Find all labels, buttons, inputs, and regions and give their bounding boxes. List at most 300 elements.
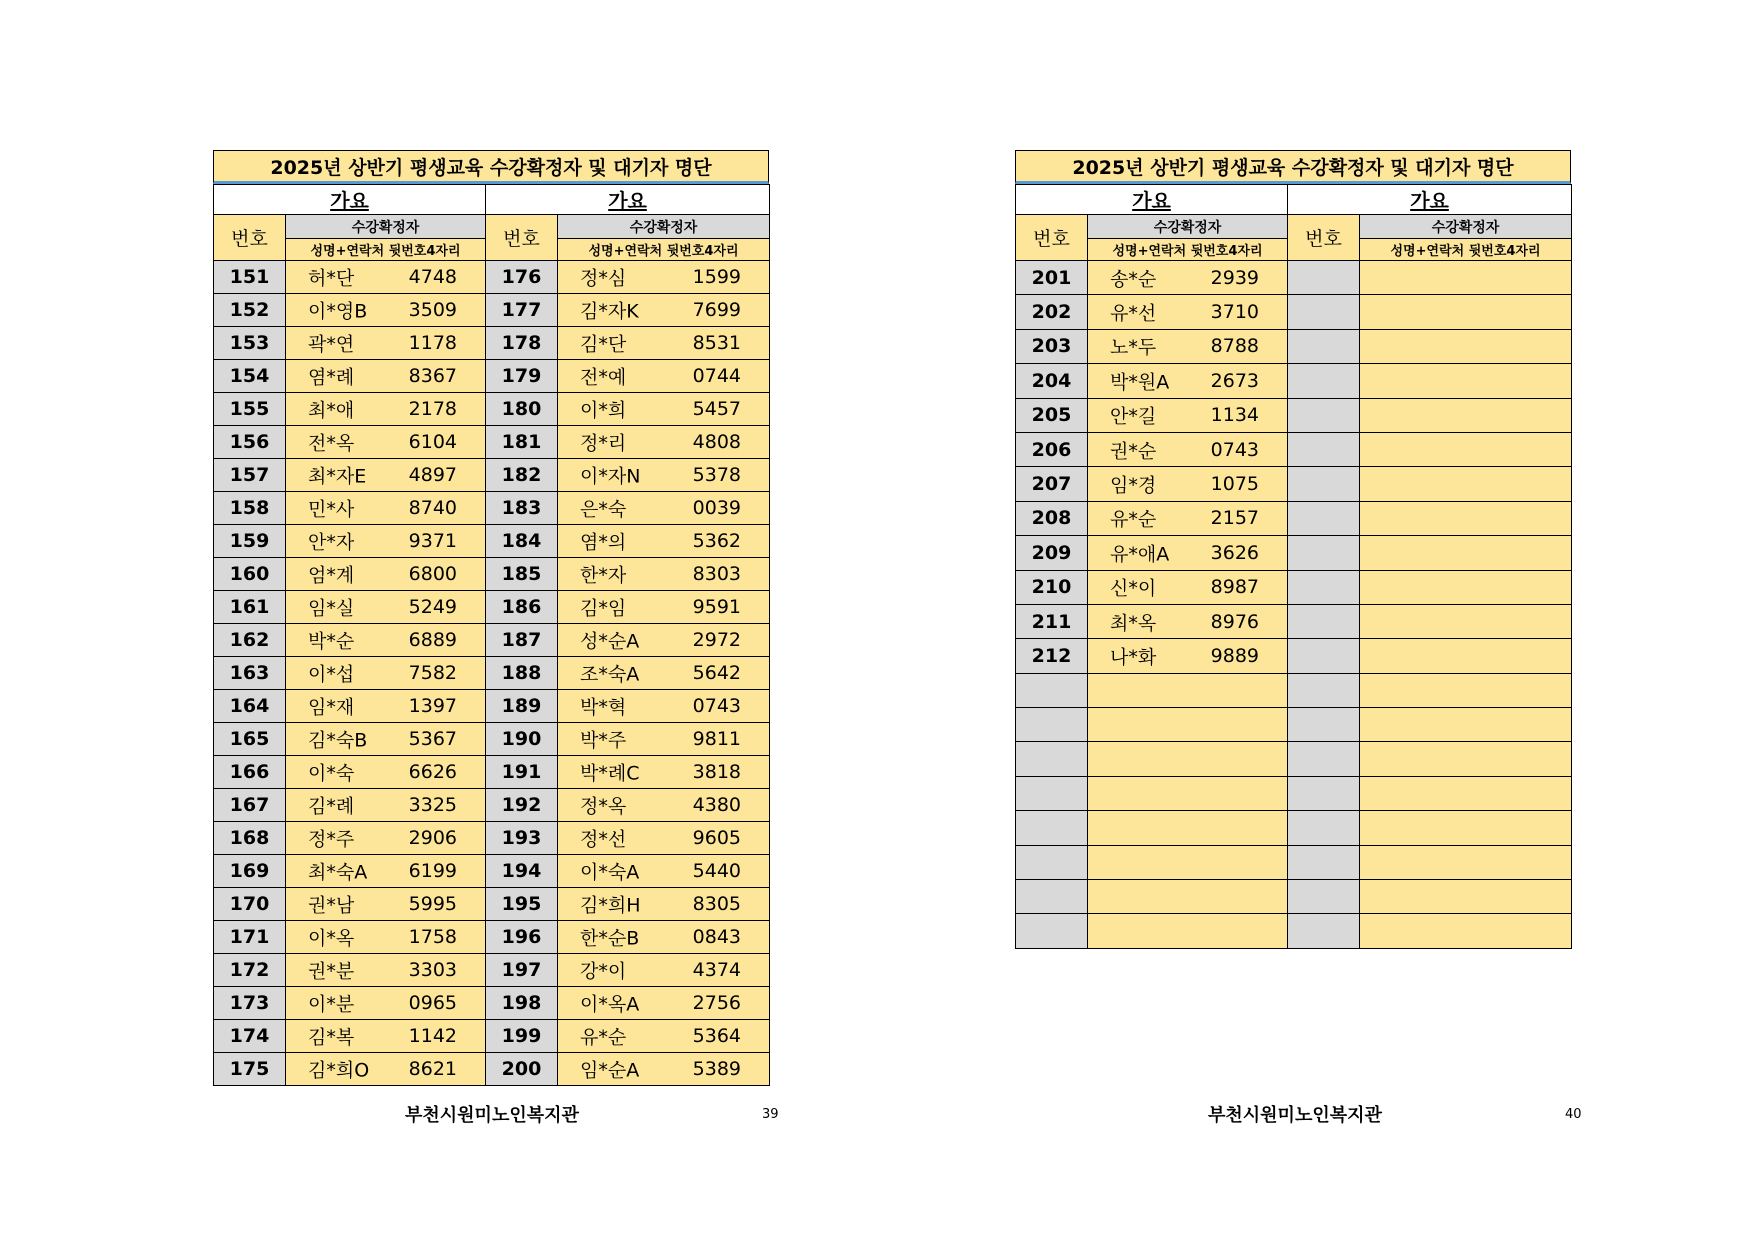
table-row bbox=[1016, 467, 1572, 501]
row-number: 206 bbox=[1016, 432, 1088, 466]
enrollee-name: 한*순B bbox=[580, 927, 640, 950]
name-phone-cell bbox=[558, 459, 770, 492]
row-number: 185 bbox=[486, 558, 558, 591]
table-row bbox=[214, 591, 770, 624]
row-number: 166 bbox=[214, 756, 286, 789]
name-phone-cell bbox=[1360, 708, 1572, 742]
table-row bbox=[214, 921, 770, 954]
name-phone-cell bbox=[286, 690, 486, 723]
table-row bbox=[214, 360, 770, 393]
page-number: 40 bbox=[1565, 1107, 1582, 1122]
row-number: 201 bbox=[1016, 261, 1088, 295]
enrollee-name: 최*자E bbox=[308, 465, 367, 488]
enrollee-name: 정*리 bbox=[580, 432, 627, 455]
enrollee-name: 최*옥 bbox=[1110, 612, 1157, 635]
name-phone-cell bbox=[1088, 467, 1288, 501]
phone-last4: 2673 bbox=[1210, 369, 1260, 392]
row-number: 209 bbox=[1016, 536, 1088, 570]
name-phone-cell bbox=[1360, 432, 1572, 466]
row-number bbox=[1288, 811, 1360, 845]
phone-last4: 9811 bbox=[692, 728, 742, 750]
phone-last4: 8987 bbox=[1210, 576, 1260, 599]
phone-last4: 3818 bbox=[692, 761, 742, 783]
phone-last4: 5362 bbox=[692, 530, 742, 552]
phone-last4: 4374 bbox=[692, 959, 742, 981]
row-number: 210 bbox=[1016, 570, 1088, 604]
name-phone-header: 성명+연락처 뒷번호4자리 bbox=[558, 239, 770, 261]
footer-institution: 부천시원미노인복지관 bbox=[405, 1105, 579, 1126]
enrollee-name: 이*옥A bbox=[580, 993, 640, 1016]
phone-last4: 5995 bbox=[408, 893, 458, 915]
confirmed-header: 수강확정자 bbox=[1360, 215, 1572, 239]
row-number: 211 bbox=[1016, 604, 1088, 638]
row-number bbox=[1288, 673, 1360, 707]
row-number bbox=[1288, 742, 1360, 776]
phone-last4: 2157 bbox=[1210, 507, 1260, 530]
enrollee-name: 염*례 bbox=[308, 366, 355, 389]
enrollee-name: 박*례C bbox=[580, 762, 640, 785]
name-phone-cell bbox=[286, 261, 486, 294]
row-number: 169 bbox=[214, 855, 286, 888]
enrollee-name: 곽*연 bbox=[308, 333, 355, 356]
table-row bbox=[1016, 776, 1572, 810]
table-row bbox=[1016, 604, 1572, 638]
enrollee-name: 김*희O bbox=[308, 1059, 370, 1082]
row-number: 191 bbox=[486, 756, 558, 789]
enrollee-name: 전*옥 bbox=[308, 432, 355, 455]
table-row bbox=[1016, 914, 1572, 948]
table-row bbox=[214, 294, 770, 327]
enrollee-name: 엄*계 bbox=[308, 564, 355, 587]
enrollee-name: 강*이 bbox=[580, 960, 627, 983]
name-phone-cell bbox=[558, 525, 770, 558]
list-title: 2025년 상반기 평생교육 수강확정자 및 대기자 명단 bbox=[213, 150, 769, 184]
enrollee-name: 임*경 bbox=[1110, 474, 1157, 497]
phone-last4: 1397 bbox=[408, 695, 458, 717]
phone-last4: 1142 bbox=[408, 1025, 458, 1047]
name-phone-cell bbox=[1360, 639, 1572, 673]
row-number: 165 bbox=[214, 723, 286, 756]
table-row bbox=[214, 888, 770, 921]
table-row bbox=[214, 459, 770, 492]
table-row bbox=[214, 261, 770, 294]
row-number: 187 bbox=[486, 624, 558, 657]
group-label-right: 가요 bbox=[486, 185, 770, 215]
row-number bbox=[1288, 261, 1360, 295]
row-number bbox=[1016, 742, 1088, 776]
name-phone-cell bbox=[286, 789, 486, 822]
phone-last4: 8621 bbox=[408, 1058, 458, 1080]
name-phone-cell bbox=[1088, 570, 1288, 604]
roster-body bbox=[214, 261, 770, 1086]
table-row bbox=[214, 492, 770, 525]
row-number bbox=[1288, 295, 1360, 329]
group-label-left: 가요 bbox=[214, 185, 486, 215]
row-number: 198 bbox=[486, 987, 558, 1020]
name-phone-cell bbox=[1360, 742, 1572, 776]
row-number: 172 bbox=[214, 954, 286, 987]
name-phone-header: 성명+연락처 뒷번호4자리 bbox=[286, 239, 486, 261]
table-row bbox=[1016, 673, 1572, 707]
table-row bbox=[1016, 432, 1572, 466]
row-number: 194 bbox=[486, 855, 558, 888]
phone-last4: 0039 bbox=[692, 497, 742, 519]
enrollee-name: 임*순A bbox=[580, 1059, 640, 1082]
row-number: 175 bbox=[214, 1053, 286, 1086]
group-label-left: 가요 bbox=[1016, 185, 1288, 215]
phone-last4: 3710 bbox=[1210, 301, 1260, 324]
name-phone-cell bbox=[1088, 776, 1288, 810]
row-number bbox=[1288, 914, 1360, 948]
row-number: 177 bbox=[486, 294, 558, 327]
name-phone-cell bbox=[558, 954, 770, 987]
row-number bbox=[1288, 880, 1360, 914]
enrollee-name: 이*숙 bbox=[308, 762, 355, 785]
enrollee-name: 김*단 bbox=[580, 333, 627, 356]
group-label-right: 가요 bbox=[1288, 185, 1572, 215]
name-phone-cell bbox=[558, 492, 770, 525]
name-phone-cell bbox=[1360, 570, 1572, 604]
name-phone-cell bbox=[1360, 467, 1572, 501]
enrollee-name: 이*옥 bbox=[308, 927, 355, 950]
row-number: 160 bbox=[214, 558, 286, 591]
row-number: 157 bbox=[214, 459, 286, 492]
roster-table bbox=[213, 184, 770, 1086]
enrollee-name: 최*숙A bbox=[308, 861, 368, 884]
phone-last4: 7699 bbox=[692, 299, 742, 321]
enrollee-name: 신*이 bbox=[1110, 577, 1157, 600]
name-phone-cell bbox=[286, 888, 486, 921]
name-phone-cell bbox=[558, 393, 770, 426]
table-row bbox=[214, 855, 770, 888]
row-number: 205 bbox=[1016, 398, 1088, 432]
phone-last4: 3626 bbox=[1210, 541, 1260, 564]
enrollee-name: 권*분 bbox=[308, 960, 355, 983]
name-phone-cell bbox=[1088, 914, 1288, 948]
enrollee-name: 안*길 bbox=[1110, 405, 1157, 428]
name-phone-cell bbox=[1088, 604, 1288, 638]
footer-institution: 부천시원미노인복지관 bbox=[1208, 1105, 1382, 1126]
phone-last4: 1758 bbox=[408, 926, 458, 948]
name-phone-cell bbox=[1088, 432, 1288, 466]
enrollee-name: 이*분 bbox=[308, 993, 355, 1016]
phone-last4: 4380 bbox=[692, 794, 742, 816]
row-number: 184 bbox=[486, 525, 558, 558]
name-phone-cell bbox=[286, 1053, 486, 1086]
enrollee-name: 유*애A bbox=[1110, 543, 1170, 566]
name-phone-cell bbox=[1360, 880, 1572, 914]
row-number: 188 bbox=[486, 657, 558, 690]
name-phone-cell bbox=[286, 525, 486, 558]
name-phone-cell bbox=[558, 591, 770, 624]
enrollee-name: 한*자 bbox=[580, 564, 627, 587]
name-phone-cell bbox=[558, 426, 770, 459]
name-phone-cell bbox=[1088, 811, 1288, 845]
enrollee-name: 성*순A bbox=[580, 630, 640, 653]
row-number bbox=[1288, 467, 1360, 501]
row-number bbox=[1288, 639, 1360, 673]
phone-last4: 5642 bbox=[692, 662, 742, 684]
phone-last4: 3325 bbox=[408, 794, 458, 816]
name-phone-cell bbox=[286, 459, 486, 492]
row-number: 158 bbox=[214, 492, 286, 525]
row-number bbox=[1288, 570, 1360, 604]
name-phone-cell bbox=[286, 294, 486, 327]
phone-last4: 5249 bbox=[408, 596, 458, 618]
row-number: 163 bbox=[214, 657, 286, 690]
number-header: 번호 bbox=[214, 215, 286, 261]
table-row bbox=[1016, 398, 1572, 432]
name-phone-cell bbox=[1088, 880, 1288, 914]
table-row bbox=[214, 690, 770, 723]
phone-last4: 1134 bbox=[1210, 404, 1260, 427]
phone-last4: 0744 bbox=[692, 365, 742, 387]
name-phone-cell bbox=[286, 426, 486, 459]
phone-last4: 9591 bbox=[692, 596, 742, 618]
name-phone-cell bbox=[1360, 845, 1572, 879]
phone-last4: 6199 bbox=[408, 860, 458, 882]
confirmed-header: 수강확정자 bbox=[286, 215, 486, 239]
table-row bbox=[214, 987, 770, 1020]
enrollee-name: 정*옥 bbox=[580, 795, 627, 818]
number-header: 번호 bbox=[1016, 215, 1088, 261]
name-phone-cell bbox=[558, 888, 770, 921]
row-number bbox=[1016, 845, 1088, 879]
name-phone-cell bbox=[286, 723, 486, 756]
name-phone-cell bbox=[1088, 536, 1288, 570]
phone-last4: 8976 bbox=[1210, 610, 1260, 633]
row-number: 176 bbox=[486, 261, 558, 294]
name-phone-header: 성명+연락처 뒷번호4자리 bbox=[1360, 239, 1572, 261]
name-phone-cell bbox=[286, 921, 486, 954]
name-phone-cell bbox=[286, 393, 486, 426]
row-number bbox=[1288, 329, 1360, 363]
enrollee-name: 민*사 bbox=[308, 498, 355, 521]
table-row bbox=[214, 954, 770, 987]
row-number: 196 bbox=[486, 921, 558, 954]
phone-last4: 2756 bbox=[692, 992, 742, 1014]
enrollee-name: 정*선 bbox=[580, 828, 627, 851]
phone-last4: 0965 bbox=[408, 992, 458, 1014]
phone-last4: 4808 bbox=[692, 431, 742, 453]
phone-last4: 4748 bbox=[408, 266, 458, 288]
row-number: 189 bbox=[486, 690, 558, 723]
table-row bbox=[1016, 742, 1572, 776]
enrollee-name: 김*례 bbox=[308, 795, 355, 818]
name-phone-cell bbox=[286, 657, 486, 690]
name-phone-cell bbox=[286, 756, 486, 789]
row-number: 155 bbox=[214, 393, 286, 426]
name-phone-cell bbox=[1360, 604, 1572, 638]
phone-last4: 2906 bbox=[408, 827, 458, 849]
row-number: 170 bbox=[214, 888, 286, 921]
name-phone-cell bbox=[1360, 364, 1572, 398]
enrollee-name: 김*숙B bbox=[308, 729, 368, 752]
row-number: 212 bbox=[1016, 639, 1088, 673]
table-row bbox=[1016, 536, 1572, 570]
name-phone-cell bbox=[286, 1020, 486, 1053]
confirmed-header: 수강확정자 bbox=[1088, 215, 1288, 239]
row-number: 174 bbox=[214, 1020, 286, 1053]
enrollee-name: 이*희 bbox=[580, 399, 627, 422]
name-phone-cell bbox=[286, 360, 486, 393]
name-phone-cell bbox=[558, 558, 770, 591]
row-number: 168 bbox=[214, 822, 286, 855]
enrollee-name: 나*화 bbox=[1110, 646, 1157, 669]
enrollee-name: 염*의 bbox=[580, 531, 627, 554]
row-number: 203 bbox=[1016, 329, 1088, 363]
table-row bbox=[1016, 329, 1572, 363]
enrollee-name: 유*선 bbox=[1110, 302, 1157, 325]
name-phone-cell bbox=[1088, 329, 1288, 363]
phone-last4: 6889 bbox=[408, 629, 458, 651]
row-number bbox=[1288, 432, 1360, 466]
table-row bbox=[1016, 811, 1572, 845]
phone-last4: 0743 bbox=[692, 695, 742, 717]
row-number: 190 bbox=[486, 723, 558, 756]
name-phone-cell bbox=[1360, 914, 1572, 948]
number-header: 번호 bbox=[486, 215, 558, 261]
table-row bbox=[1016, 639, 1572, 673]
name-phone-cell bbox=[558, 987, 770, 1020]
phone-last4: 8531 bbox=[692, 332, 742, 354]
name-phone-cell bbox=[558, 624, 770, 657]
row-number bbox=[1016, 914, 1088, 948]
phone-last4: 5364 bbox=[692, 1025, 742, 1047]
row-number bbox=[1288, 364, 1360, 398]
table-row bbox=[214, 723, 770, 756]
enrollee-name: 유*순 bbox=[1110, 508, 1157, 531]
table-row bbox=[214, 426, 770, 459]
enrollee-name: 이*영B bbox=[308, 300, 368, 323]
row-number bbox=[1288, 845, 1360, 879]
enrollee-name: 김*임 bbox=[580, 597, 627, 620]
table-row bbox=[214, 1053, 770, 1086]
table-row bbox=[214, 327, 770, 360]
phone-last4: 9889 bbox=[1210, 644, 1260, 667]
name-phone-cell bbox=[558, 822, 770, 855]
enrollee-name: 정*주 bbox=[308, 828, 355, 851]
table-row bbox=[1016, 261, 1572, 295]
row-number: 164 bbox=[214, 690, 286, 723]
name-phone-cell bbox=[558, 294, 770, 327]
row-number bbox=[1016, 811, 1088, 845]
name-phone-cell bbox=[286, 987, 486, 1020]
row-number: 173 bbox=[214, 987, 286, 1020]
list-title: 2025년 상반기 평생교육 수강확정자 및 대기자 명단 bbox=[1015, 150, 1571, 184]
name-phone-cell bbox=[558, 1020, 770, 1053]
enrollee-name: 박*혁 bbox=[580, 696, 627, 719]
name-phone-cell bbox=[1088, 364, 1288, 398]
enrollee-name: 최*애 bbox=[308, 399, 355, 422]
row-number: 156 bbox=[214, 426, 286, 459]
name-phone-cell bbox=[558, 756, 770, 789]
row-number: 183 bbox=[486, 492, 558, 525]
name-phone-cell bbox=[558, 921, 770, 954]
table-row bbox=[1016, 708, 1572, 742]
enrollee-name: 이*자N bbox=[580, 465, 641, 488]
enrollee-name: 이*숙A bbox=[580, 861, 640, 884]
page-number: 39 bbox=[762, 1107, 779, 1122]
phone-last4: 6626 bbox=[408, 761, 458, 783]
phone-last4: 9605 bbox=[692, 827, 742, 849]
phone-last4: 7582 bbox=[408, 662, 458, 684]
row-number: 204 bbox=[1016, 364, 1088, 398]
enrollee-name: 권*남 bbox=[308, 894, 355, 917]
row-number bbox=[1016, 880, 1088, 914]
phone-last4: 3303 bbox=[408, 959, 458, 981]
name-phone-cell bbox=[286, 822, 486, 855]
row-number: 192 bbox=[486, 789, 558, 822]
table-row bbox=[214, 789, 770, 822]
enrollee-name: 박*원A bbox=[1110, 371, 1170, 394]
name-phone-cell bbox=[1360, 776, 1572, 810]
phone-last4: 2178 bbox=[408, 398, 458, 420]
phone-last4: 9371 bbox=[408, 530, 458, 552]
row-number: 151 bbox=[214, 261, 286, 294]
phone-last4: 2939 bbox=[1210, 266, 1260, 289]
confirmed-header: 수강확정자 bbox=[558, 215, 770, 239]
row-number: 200 bbox=[486, 1053, 558, 1086]
name-phone-cell bbox=[1360, 536, 1572, 570]
phone-last4: 5440 bbox=[692, 860, 742, 882]
enrollee-name: 임*실 bbox=[308, 597, 355, 620]
name-phone-cell bbox=[286, 558, 486, 591]
page-39 bbox=[213, 150, 769, 1086]
phone-last4: 8303 bbox=[692, 563, 742, 585]
row-number: 167 bbox=[214, 789, 286, 822]
phone-last4: 2972 bbox=[692, 629, 742, 651]
row-number: 162 bbox=[214, 624, 286, 657]
table-row bbox=[214, 558, 770, 591]
name-phone-cell bbox=[286, 855, 486, 888]
name-phone-cell bbox=[558, 261, 770, 294]
row-number: 186 bbox=[486, 591, 558, 624]
name-phone-cell bbox=[558, 723, 770, 756]
name-phone-cell bbox=[1088, 261, 1288, 295]
row-number: 161 bbox=[214, 591, 286, 624]
enrollee-name: 은*숙 bbox=[580, 498, 627, 521]
row-number bbox=[1288, 604, 1360, 638]
row-number bbox=[1288, 501, 1360, 535]
phone-last4: 8305 bbox=[692, 893, 742, 915]
name-phone-cell bbox=[558, 1053, 770, 1086]
name-phone-cell bbox=[286, 591, 486, 624]
phone-last4: 8367 bbox=[408, 365, 458, 387]
number-header: 번호 bbox=[1288, 215, 1360, 261]
row-number bbox=[1288, 776, 1360, 810]
row-number: 195 bbox=[486, 888, 558, 921]
name-phone-cell bbox=[286, 954, 486, 987]
row-number bbox=[1016, 776, 1088, 810]
name-phone-header: 성명+연락처 뒷번호4자리 bbox=[1088, 239, 1288, 261]
row-number: 154 bbox=[214, 360, 286, 393]
table-row bbox=[1016, 880, 1572, 914]
roster-body bbox=[1016, 261, 1572, 949]
row-number: 171 bbox=[214, 921, 286, 954]
row-number: 159 bbox=[214, 525, 286, 558]
row-number bbox=[1288, 536, 1360, 570]
enrollee-name: 박*순 bbox=[308, 630, 355, 653]
row-number bbox=[1288, 398, 1360, 432]
name-phone-cell bbox=[1088, 845, 1288, 879]
enrollee-name: 이*섭 bbox=[308, 663, 355, 686]
enrollee-name: 안*자 bbox=[308, 531, 355, 554]
roster-table bbox=[1015, 184, 1572, 949]
table-row bbox=[214, 624, 770, 657]
row-number: 179 bbox=[486, 360, 558, 393]
row-number: 202 bbox=[1016, 295, 1088, 329]
